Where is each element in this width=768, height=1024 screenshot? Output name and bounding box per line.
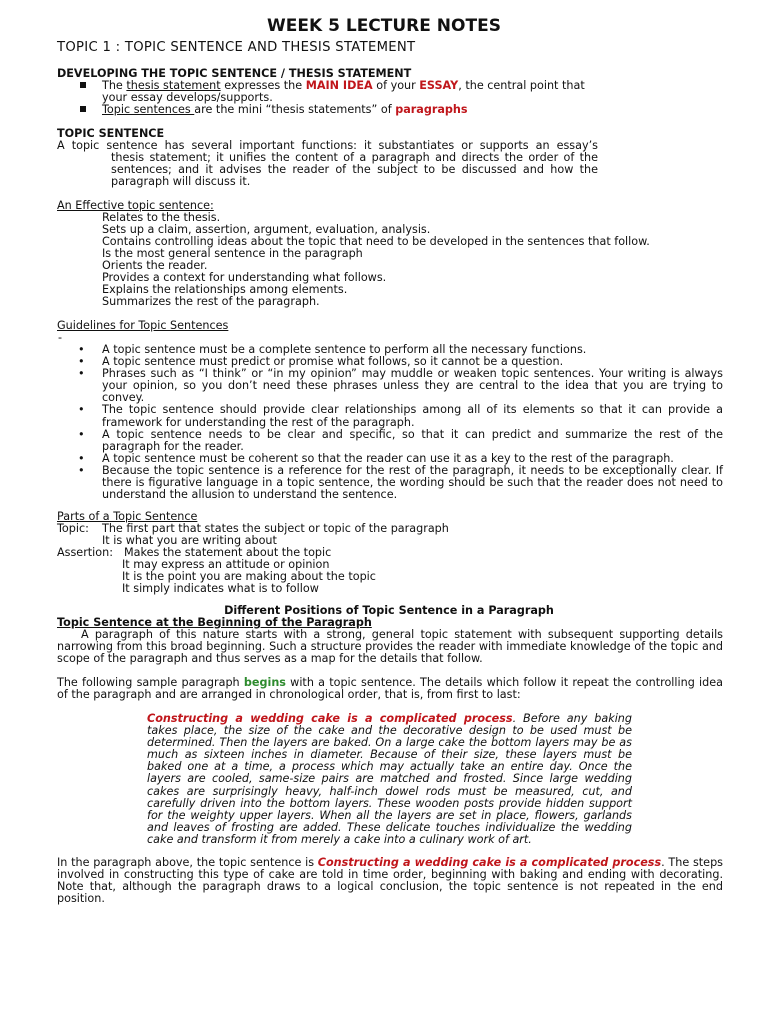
- sample-paragraph: Constructing a wedding cake is a complicated process. Before any baking takes place, the size of the cake and the decorative design to be used must be determined. Then the layers are baked. On a large cake the bottom layers may be as much as sixteen inches in diameter. Because of their size, these layers must be baked one at a time, a process which may actually take an entire day. Once the layers are cooled, same-size pairs are matched and frosted. Since large wedding cakes are surprisingly heavy, half-inch dowel rods must be measured, cut, and carefully driven into the bottom layers. These wooden posts provide hidden support for the weighty upper layers. When all the layers are set in place, flowers, garlands and leaves of frosting are added. These delicate touches individualize the wedding cake and transform it from merely a cake into a culinary work of art.: [147, 712, 632, 846]
- assertion-part-2: It may express an attitude or opinion: [122, 558, 330, 571]
- assertion-label: Assertion:: [57, 546, 113, 559]
- parts-heading: Parts of a Topic Sentence: [57, 510, 198, 523]
- thesis-bullet-line2: your essay develops/supports.: [102, 91, 273, 104]
- bullet-icon: •: [78, 463, 85, 477]
- bullet-icon: •: [78, 427, 85, 441]
- effective-list: [102, 212, 650, 308]
- bullet-icon: •: [78, 403, 85, 417]
- developing-heading: DEVELOPING THE TOPIC SENTENCE / THESIS STATEMENT: [57, 67, 412, 80]
- list-item: • A topic sentence must be a complete sentence to perform all the necessary functions.: [78, 343, 587, 356]
- assertion-part-4: It simply indicates what is to follow: [122, 582, 319, 595]
- bullet-icon: •: [78, 451, 85, 465]
- conclusion-paragraph: In the paragraph above, the topic sentence is Constructing a wedding cake is a complicated process. The steps involved in constructing this type of cake are told in time order, beginning with baking and ending with decorating. Note that, although the paragraph draws to a logical conclusion, the topic sentence is not repeated in the end position.: [57, 856, 723, 906]
- dash-mark: -: [58, 331, 63, 344]
- topic-sentence-line2: thesis statement; it unifies the content of a paragraph and directs the order of the: [111, 151, 598, 164]
- list-item: Relates to the thesis.: [102, 211, 221, 224]
- list-item: Contains controlling ideas about the topic that need to be developed in the sentences that follow.: [102, 235, 650, 248]
- topic-sentence-line1: A topic sentence has several important functions: it substantiates or supports an essay’s: [57, 139, 598, 152]
- page-title: WEEK 5 LECTURE NOTES: [267, 16, 501, 36]
- list-item: Provides a context for understanding what follows.: [102, 271, 387, 284]
- square-bullet-icon: [80, 82, 86, 88]
- topic-sentence-heading: TOPIC SENTENCE: [57, 127, 165, 140]
- topic-part-1: The first part that states the subject or topic of the paragraph: [102, 522, 449, 535]
- beginning-paragraph: A paragraph of this nature starts with a strong, general topic statement with subsequent supporting details narrowing from this broad beginning. Such a structure provides the reader with immediate knowledge of the topic and scope of the paragraph and thus serves as a map for the details that follow.: [57, 628, 723, 666]
- list-item: • Because the topic sentence is a reference for the rest of the paragraph, it needs to be exceptionally clear. If there is figurative language in a topic sentence, the wording should be such that the reader does not need to understand the allusion to understand the sentence.: [78, 463, 723, 502]
- assertion-part-1: Makes the statement about the topic: [124, 546, 332, 559]
- topic-label: Topic:: [57, 522, 89, 535]
- list-item: Explains the relationships among elements.: [102, 283, 348, 296]
- positions-heading: Different Positions of Topic Sentence in a Paragraph: [224, 604, 554, 617]
- positions-subheading: Topic Sentence at the Beginning of the Paragraph: [57, 616, 372, 629]
- topic-sentence-line4: paragraph will discuss it.: [111, 175, 251, 188]
- list-item: Sets up a claim, assertion, argument, evaluation, analysis.: [102, 223, 431, 236]
- list-item: Is the most general sentence in the paragraph: [102, 247, 363, 260]
- list-item: • A topic sentence must predict or promise what follows, so it cannot be a question.: [78, 355, 564, 369]
- sample-intro-paragraph: The following sample paragraph begins with a topic sentence. The details which follow it repeat the controlling idea of the paragraph and are arranged in chronological order, that is, from first to last:: [57, 676, 723, 702]
- list-item: • A topic sentence needs to be clear and specific, so that it can predict and summarize the rest of the paragraph for the reader.: [78, 427, 723, 453]
- thesis-bullet: The thesis statement expresses the MAIN IDEA of your ESSAY, the central point that: [102, 79, 585, 92]
- topic-part-2: It is what you are writing about: [102, 534, 277, 547]
- topic-sentence-bullet: Topic sentences are the mini “thesis statements” of paragraphs: [102, 103, 468, 116]
- bullet-icon: •: [78, 355, 85, 369]
- assertion-part-3: It is the point you are making about the topic: [122, 570, 376, 583]
- list-item: • The topic sentence should provide clear relationships among all of its elements so that it can provide a framework for understanding the rest of the paragraph.: [78, 403, 723, 429]
- list-item: Summarizes the rest of the paragraph.: [102, 295, 320, 308]
- list-item: • Phrases such as “I think” or “in my opinion” may muddle or weaken topic sentences. Your writing is always your opinion, so you don’t need these phrases unless they are central to the idea that you are trying to convey.: [78, 367, 723, 405]
- bullet-icon: •: [78, 367, 85, 381]
- list-item: • A topic sentence must be coherent so that the reader can use it as a key to the rest of the paragraph.: [78, 451, 674, 465]
- list-item: Orients the reader.: [102, 259, 208, 272]
- bullet-icon: •: [78, 343, 85, 356]
- topic-sentence-line3: sentences; and it advises the reader of the subject to be discussed and how the: [111, 163, 598, 176]
- effective-heading: An Effective topic sentence:: [57, 199, 214, 212]
- guidelines-list: [78, 344, 723, 501]
- topic-title: TOPIC 1 : TOPIC SENTENCE AND THESIS STATEMENT: [57, 40, 416, 55]
- square-bullet-icon: [80, 106, 86, 112]
- guidelines-heading: Guidelines for Topic Sentences: [57, 319, 229, 332]
